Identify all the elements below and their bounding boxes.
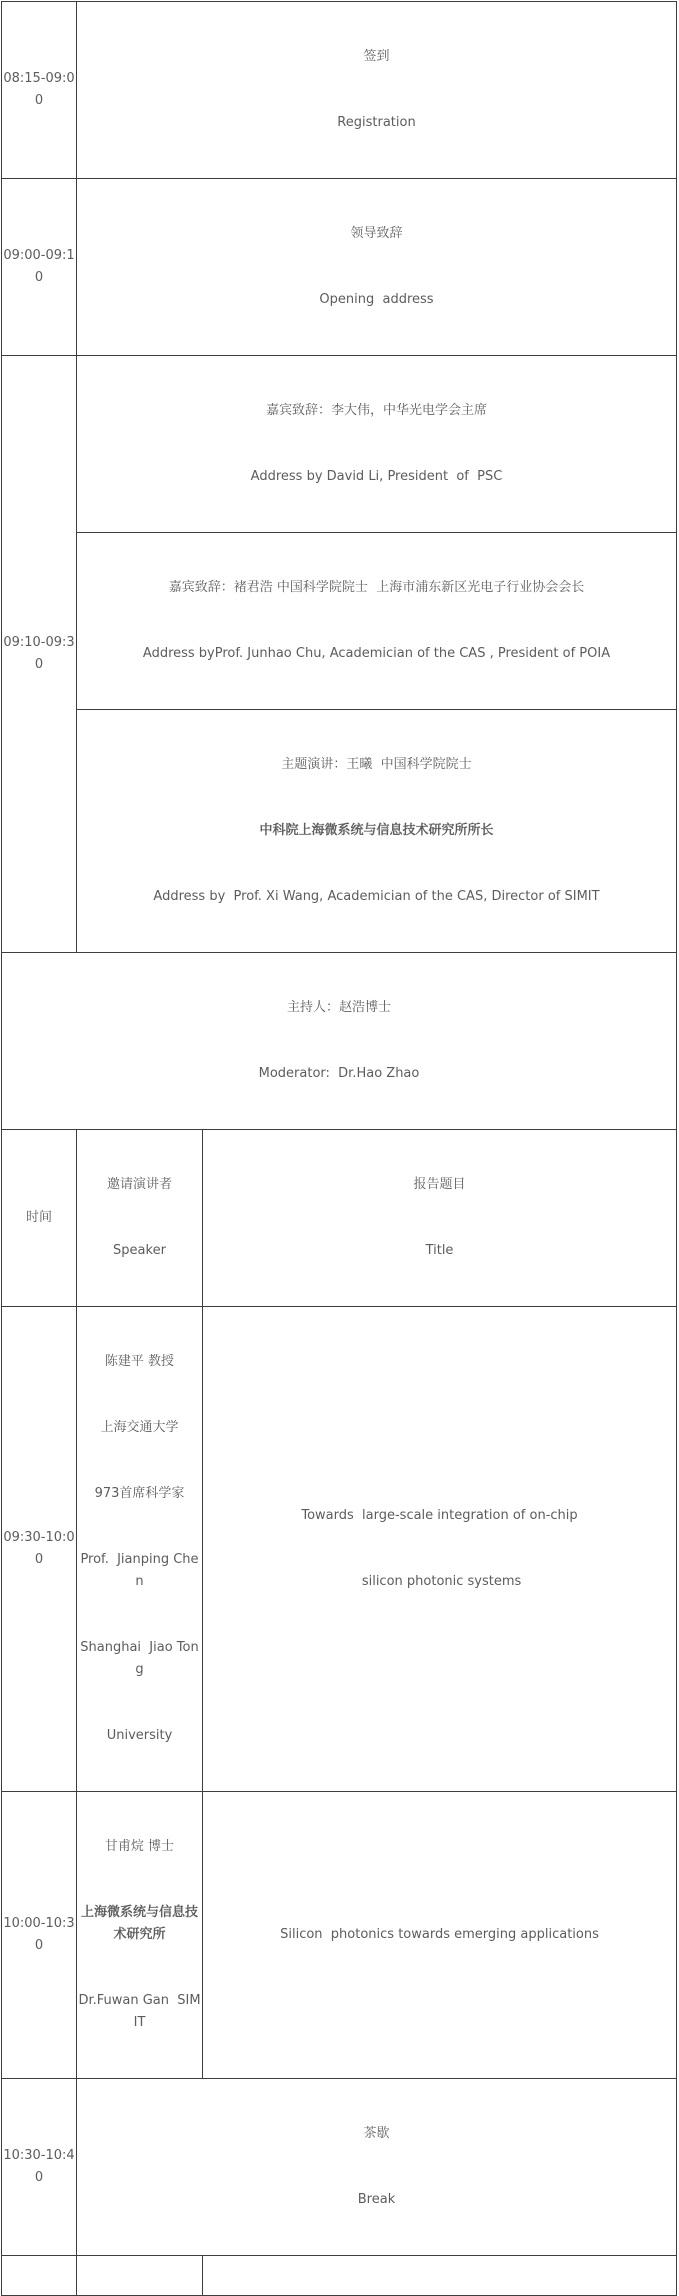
row-moderator [2, 953, 677, 1130]
registration-en: Registration [337, 115, 416, 130]
title-partial [203, 2256, 677, 2296]
cell-guest2 [77, 533, 677, 710]
title-line: Towards large-scale integration of on-chip [301, 1508, 578, 1523]
guest1-en: Address by David Li, President of PSC [250, 469, 503, 484]
speaker-line: University [106, 1728, 173, 1743]
keynote-zh1: 主题演讲：王曦 中国科学院院士 [281, 757, 472, 772]
row-session-1 [2, 1307, 677, 1792]
header-title-en: Title [425, 1243, 454, 1258]
time-opening-address: 09:00-09:10 [2, 179, 77, 356]
time-registration: 08:15-09:00 [2, 2, 77, 179]
agenda-table [1, 1, 677, 2296]
cell-keynote [77, 710, 677, 953]
title-line: Silicon photonics towards emerging applications [280, 1927, 599, 1942]
header-speaker-en: Speaker [113, 1243, 166, 1258]
speaker-line: 陈建平 教授 [104, 1354, 175, 1369]
row-session-2 [2, 1792, 677, 2079]
row-registration [2, 2, 677, 179]
header-speaker-zh: 邀请演讲者 [106, 1177, 172, 1192]
guest1-zh: 嘉宾致辞：李大伟，中华光电学会主席 [265, 403, 487, 418]
row-break [2, 2079, 677, 2256]
row-partial-cutoff [2, 2256, 677, 2296]
header-title-zh: 报告题目 [413, 1177, 466, 1192]
speaker-line: 973首席科学家 [94, 1486, 185, 1501]
time-guest-block: 09:10-09:30 [2, 356, 77, 953]
cell-break [77, 2079, 677, 2256]
registration-zh: 签到 [363, 49, 390, 64]
cell-opening-address [77, 179, 677, 356]
time-session-2: 10:00-10:30 [2, 1792, 77, 2079]
keynote-en: Address by Prof. Xi Wang, Academician of the CAS, Director of SIMIT [153, 889, 600, 904]
header-speaker [77, 1130, 203, 1307]
speaker-line: Dr.Fuwan Gan SIMIT [78, 1993, 201, 2030]
speaker-session-1 [77, 1307, 203, 1792]
cell-moderator [2, 953, 677, 1130]
agenda-page [0, 1, 679, 2207]
time-session-1: 09:30-10:00 [2, 1307, 77, 1792]
row-guest1 [2, 356, 677, 533]
cell-guest1 [77, 356, 677, 533]
speaker-line: Prof. Jianping Chen [80, 1552, 199, 1589]
moderator-zh: 主持人：赵浩博士 [286, 1000, 391, 1015]
row-keynote [2, 710, 677, 953]
row-guest2 [2, 533, 677, 710]
row-column-header [2, 1130, 677, 1307]
header-title [203, 1130, 677, 1307]
speaker-line: 甘甫烷 博士 [104, 1839, 175, 1854]
guest2-zh: 嘉宾致辞：褚君浩 中国科学院院士 上海市浦东新区光电子行业协会会长 [168, 580, 585, 595]
speaker-session-2 [77, 1792, 203, 2079]
keynote-zh2: 中科院上海微系统与信息技术研究所所长 [259, 823, 494, 838]
speaker-partial [77, 2256, 203, 2296]
row-opening-address [2, 179, 677, 356]
time-break: 10:30-10:40 [2, 2079, 77, 2256]
title-session-1 [203, 1307, 677, 1792]
header-time: 时间 [2, 1130, 77, 1307]
break-zh: 茶歇 [363, 2126, 390, 2141]
guest2-en: Address byProf. Junhao Chu, Academician of the CAS , President of POIA [142, 646, 611, 661]
speaker-line: Shanghai Jiao Tong [80, 1640, 199, 1677]
opening-address-zh: 领导致辞 [350, 226, 403, 241]
break-en: Break [357, 2192, 396, 2207]
speaker-line: 上海微系统与信息技术研究所 [80, 1905, 198, 1942]
moderator-en: Moderator: Dr.Hao Zhao [258, 1066, 420, 1081]
time-partial [2, 2256, 77, 2296]
speaker-line: 上海交通大学 [100, 1420, 179, 1435]
title-session-2 [203, 1792, 677, 2079]
title-line: silicon photonic systems [357, 1574, 522, 1589]
opening-address-en: Opening address [319, 292, 434, 307]
cell-registration [77, 2, 677, 179]
